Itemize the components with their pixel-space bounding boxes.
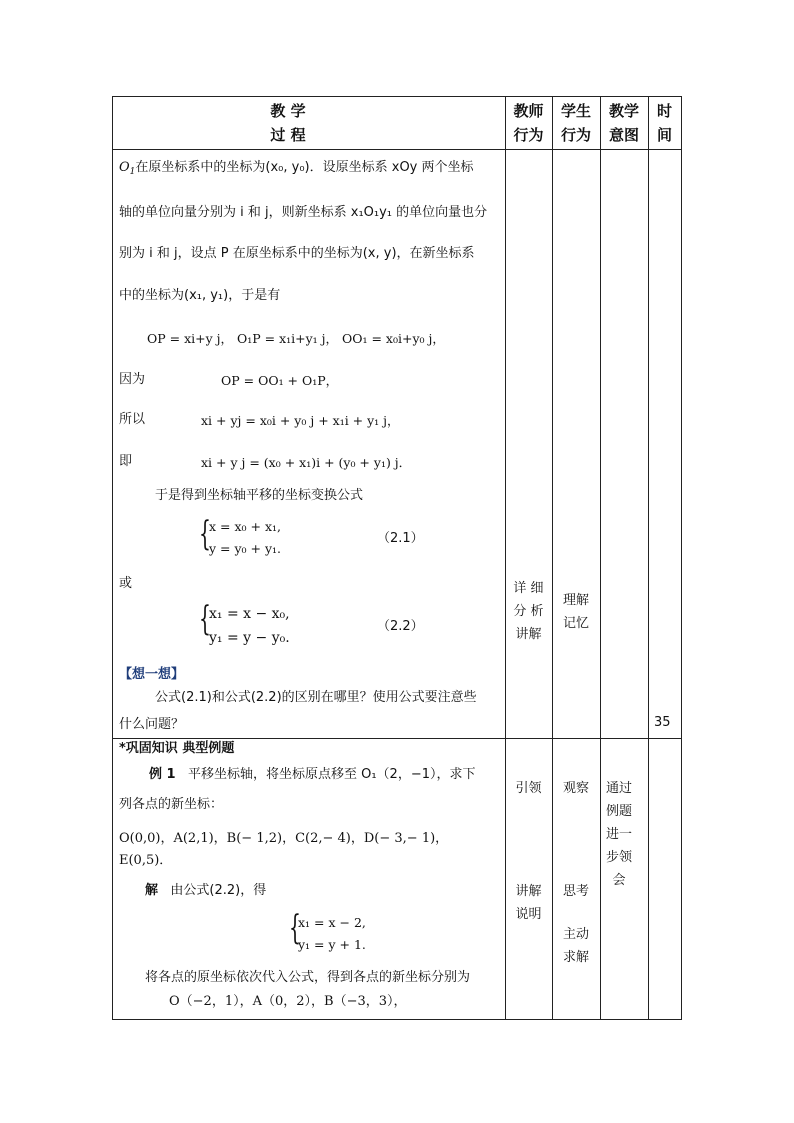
example-points2: E(0,5)．	[119, 853, 173, 868]
header-process-line2: 过 程	[270, 126, 306, 144]
label-or: 或	[119, 576, 133, 591]
solution-formula2: y₁ = y + 1.	[298, 937, 366, 952]
solution-label: 解	[145, 883, 159, 898]
formula2-line1: x₁ = x − x₀,	[209, 606, 290, 622]
s1-line1: $O_1$在原坐标系中的坐标为(x₀, y₀)．设原坐标系 xOy 两个坐标	[119, 160, 474, 177]
s2-teacher-explain	[505, 880, 552, 926]
s1-teacher-action	[505, 577, 552, 646]
s2-student-item: 主动	[562, 927, 589, 942]
s1-student-item: 记忆	[562, 616, 589, 631]
header-process-line1: 教 学	[270, 102, 306, 120]
formula2-tag: （2.2）	[377, 619, 424, 634]
s2-heading: *巩固知识 典型例题	[119, 741, 235, 756]
s2-intent-item: 会	[612, 873, 626, 888]
think-question-line1: 公式(2.1)和公式(2.2)的区别在哪里？使用公式要注意些	[155, 690, 477, 705]
brace-icon: {	[289, 908, 301, 948]
solution-text: 由公式(2.2)，得	[170, 883, 267, 898]
header-teacher-line2: 行为	[513, 126, 544, 144]
header-time-line2: 间	[656, 126, 672, 144]
s1-time: 35	[654, 715, 671, 730]
row-divider	[113, 738, 681, 739]
header-student-line1: 学生	[560, 102, 591, 120]
header-intent	[600, 99, 648, 147]
s1-student-item: 理解	[562, 593, 589, 608]
header-teacher	[505, 99, 552, 147]
s2-intent-item: 通过	[605, 781, 632, 796]
col-divider	[648, 97, 649, 1019]
s2-intent-item: 例题	[605, 804, 632, 819]
s2-example-line	[149, 766, 476, 784]
header-process	[243, 99, 333, 147]
label-thatis: 即	[119, 454, 133, 469]
equation-combined: xi + y j = (x₀ + x₁)i + (y₀ + y₁) j．	[201, 455, 412, 470]
result-points: O（−2，1），A（0，2），B（−3，3），	[169, 994, 407, 1009]
s2-student-solve	[552, 923, 600, 969]
s1-student-action	[552, 589, 600, 635]
s2-teacher-item: 说明	[515, 907, 542, 922]
s2-teacher-guide: 引领	[515, 781, 542, 796]
s1-line3: 别为 i 和 j，设点 P 在原坐标系中的坐标为(x, y)，在新坐标系	[119, 246, 475, 261]
s2-intent-item: 步领	[605, 850, 632, 865]
header-intent-line2: 意图	[608, 126, 639, 144]
s1-teacher-item: 讲解	[515, 627, 542, 642]
s2-intent	[600, 777, 638, 892]
formula1-line1: x = x₀ + x₁,	[209, 519, 281, 534]
header-time	[648, 99, 681, 147]
formula2-line2: y₁ = y − y₀.	[209, 630, 290, 646]
lesson-table	[112, 96, 682, 1020]
brace-icon: {	[199, 599, 211, 639]
s2-teacher-item: 讲解	[515, 884, 542, 899]
equation-expand: xi + yj = x₀i + y₀ j + x₁i + y₁ j，	[201, 413, 400, 428]
formula1-line2: y = y₀ + y₁.	[209, 541, 282, 556]
result-text: 将各点的原坐标依次代入公式，得到各点的新坐标分别为	[145, 970, 471, 985]
header-time-line1: 时	[656, 102, 672, 120]
equation-vectors: OP = xi+y j， O₁P = x₁i+y₁ j， OO₁ = x₀i+y₀ j，	[147, 331, 445, 346]
label-therefore: 所以	[119, 412, 146, 427]
s2-intent-item: 进一	[605, 827, 632, 842]
header-student-line2: 行为	[560, 126, 591, 144]
equation-sum: OP = OO₁ + O₁P，	[221, 373, 339, 388]
header-intent-line1: 教学	[608, 102, 639, 120]
example-text: 平移坐标轴，将坐标原点移至 O₁（2，−1），求下	[187, 767, 476, 782]
s1-teacher-item: 分 析	[513, 604, 544, 619]
s2-student-think: 思考	[562, 884, 589, 899]
s1-line1-text: 在原坐标系中的坐标为(x₀, y₀)．设原坐标系 xOy 两个坐标	[135, 160, 474, 175]
s1-teacher-item: 详 细	[513, 581, 544, 596]
s1-conclusion: 于是得到坐标轴平移的坐标变换公式	[155, 488, 364, 503]
s2-student-observe: 观察	[562, 781, 589, 796]
s1-line2: 轴的单位向量分别为 i 和 j，则新坐标系 x₁O₁y₁ 的单位向量也分	[119, 205, 488, 220]
solution-line	[145, 882, 266, 900]
example-label: 例 1	[149, 767, 176, 782]
row-divider	[113, 149, 681, 150]
solution-formula1: x₁ = x − 2,	[298, 915, 366, 930]
brace-icon: {	[199, 514, 211, 554]
formula1-tag: （2.1）	[377, 531, 424, 546]
s1-line4: 中的坐标为(x₁, y₁)，于是有	[119, 288, 281, 303]
s2-student-item: 求解	[562, 950, 589, 965]
think-heading: 【想一想】	[119, 667, 185, 682]
example-points1: O(0,0)，A(2,1)，B(− 1,2)，C(2,− 4)，D(− 3,− 1)，	[119, 831, 449, 846]
label-because: 因为	[119, 372, 146, 387]
header-teacher-line1: 教师	[513, 102, 544, 120]
header-student	[552, 99, 600, 147]
example-text2: 列各点的新坐标：	[119, 797, 224, 812]
think-question-line2: 什么问题？	[119, 717, 185, 732]
